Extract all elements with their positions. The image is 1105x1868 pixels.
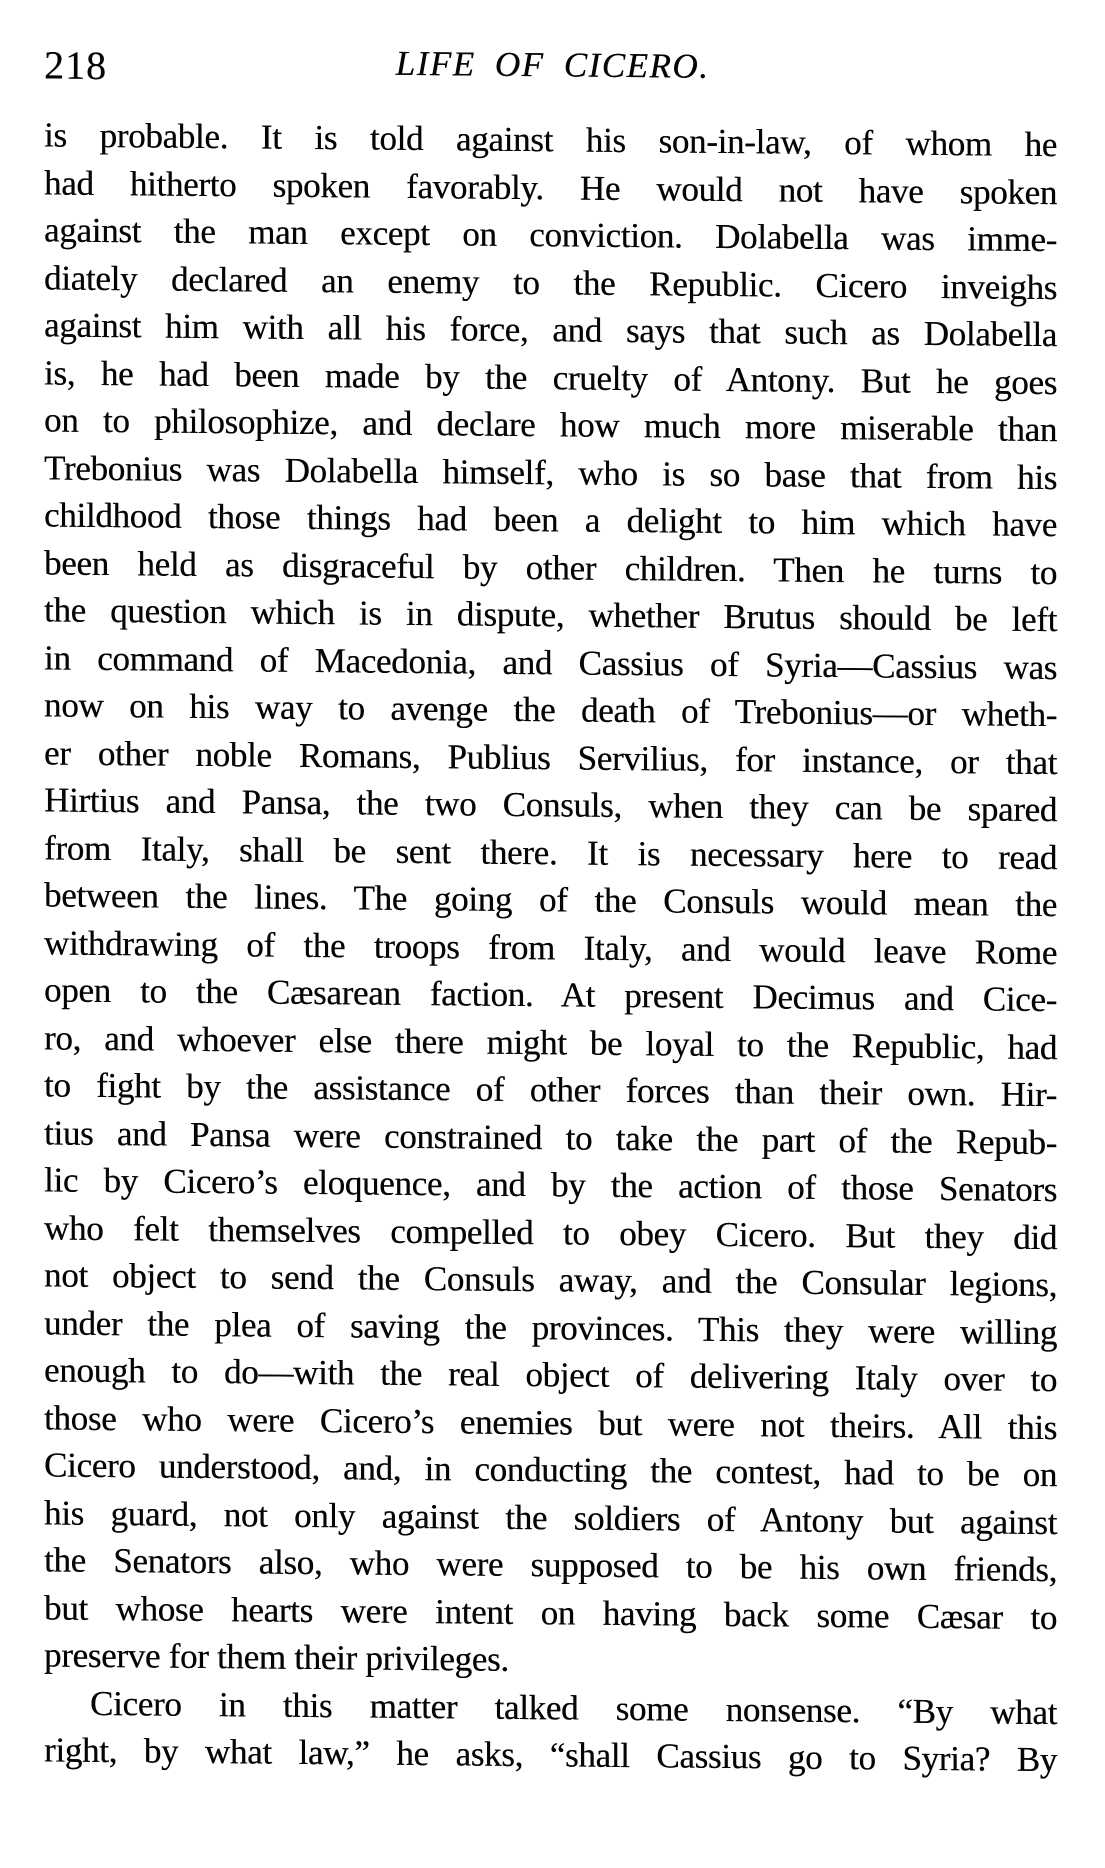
text-line: but whose hearts were intent on having back some Cæsar to bbox=[44, 1587, 1057, 1637]
text-line: the question which is in dispute, whether Brutus should be left bbox=[44, 590, 1057, 640]
text-line: in command of Macedonia, and Cassius of Syria—Cassius was bbox=[44, 637, 1057, 687]
text-line: to fight by the assistance of other forces than their own. Hir- bbox=[44, 1065, 1057, 1115]
running-title: LIFE OF CICERO. bbox=[395, 43, 710, 86]
text-line: ro, and whoever else there might be loyal to the Republic, had bbox=[44, 1017, 1057, 1067]
text-line: between the lines. The going of the Consuls would mean the bbox=[44, 875, 1057, 925]
text-line: open to the Cæsarean faction. At present Decimus and Cice- bbox=[44, 970, 1057, 1020]
text-line: Trebonius was Dolabella himself, who is so base that from his bbox=[44, 447, 1057, 497]
text-line: the Senators also, who were supposed to be his own friends, bbox=[44, 1540, 1057, 1590]
text-line: those who were Cicero’s enemies but were not theirs. All this bbox=[44, 1397, 1057, 1447]
text-line: his guard, not only against the soldiers of Antony but against bbox=[44, 1492, 1057, 1542]
text-line: withdrawing of the troops from Italy, and would leave Rome bbox=[44, 922, 1057, 972]
text-line: from Italy, shall be sent there. It is necessary here to read bbox=[44, 827, 1057, 877]
text-line: er other noble Romans, Publius Servilius, for instance, or that bbox=[44, 732, 1057, 782]
text-line: is, he had been made by the cruelty of Antony. But he goes bbox=[44, 352, 1057, 402]
text-line: on to philosophize, and declare how much more miserable than bbox=[44, 400, 1057, 450]
page-number: 218 bbox=[44, 42, 107, 89]
text-line: tius and Pansa were constrained to take the part of the Repub- bbox=[44, 1112, 1057, 1162]
text-line: who felt themselves compelled to obey Cicero. But they did bbox=[44, 1207, 1057, 1257]
text-line: now on his way to avenge the death of Trebonius—or wheth- bbox=[44, 685, 1057, 735]
text-line: right, by what law,” he asks, “shall Cassius go to Syria? By bbox=[44, 1730, 1057, 1780]
page-header bbox=[0, 0, 1105, 89]
paragraph bbox=[44, 1679, 1057, 1784]
text-line: had hitherto spoken favorably. He would not have spoken bbox=[44, 162, 1057, 212]
text-line: against him with all his force, and says that such as Dolabella bbox=[44, 305, 1057, 355]
text-line: Cicero in this matter talked some nonsense. “By what bbox=[90, 1683, 1057, 1732]
page-text bbox=[44, 111, 1057, 1783]
text-line: enough to do—with the real object of delivering Italy over to bbox=[44, 1350, 1057, 1400]
text-line: against the man except on conviction. Dolabella was imme- bbox=[44, 210, 1057, 260]
paragraph bbox=[44, 111, 1057, 1688]
text-line: childhood those things had been a delight to him which have bbox=[44, 495, 1057, 545]
text-line: lic by Cicero’s eloquence, and by the action of those Senators bbox=[44, 1160, 1057, 1210]
text-line: under the plea of saving the provinces. This they were willing bbox=[44, 1302, 1057, 1352]
text-line: Cicero understood, and, in conducting the contest, had to be on bbox=[44, 1445, 1057, 1495]
text-line: preserve for them their privileges. bbox=[44, 1635, 509, 1679]
text-line: diately declared an enemy to the Republic. Cicero inveighs bbox=[44, 257, 1057, 307]
text-line: been held as disgraceful by other children. Then he turns to bbox=[44, 542, 1057, 592]
text-line: Hirtius and Pansa, the two Consuls, when they can be spared bbox=[44, 780, 1057, 830]
text-line: is probable. It is told against his son-in-law, of whom he bbox=[44, 115, 1057, 165]
text-line: not object to send the Consuls away, and the Consular legions, bbox=[44, 1255, 1057, 1305]
